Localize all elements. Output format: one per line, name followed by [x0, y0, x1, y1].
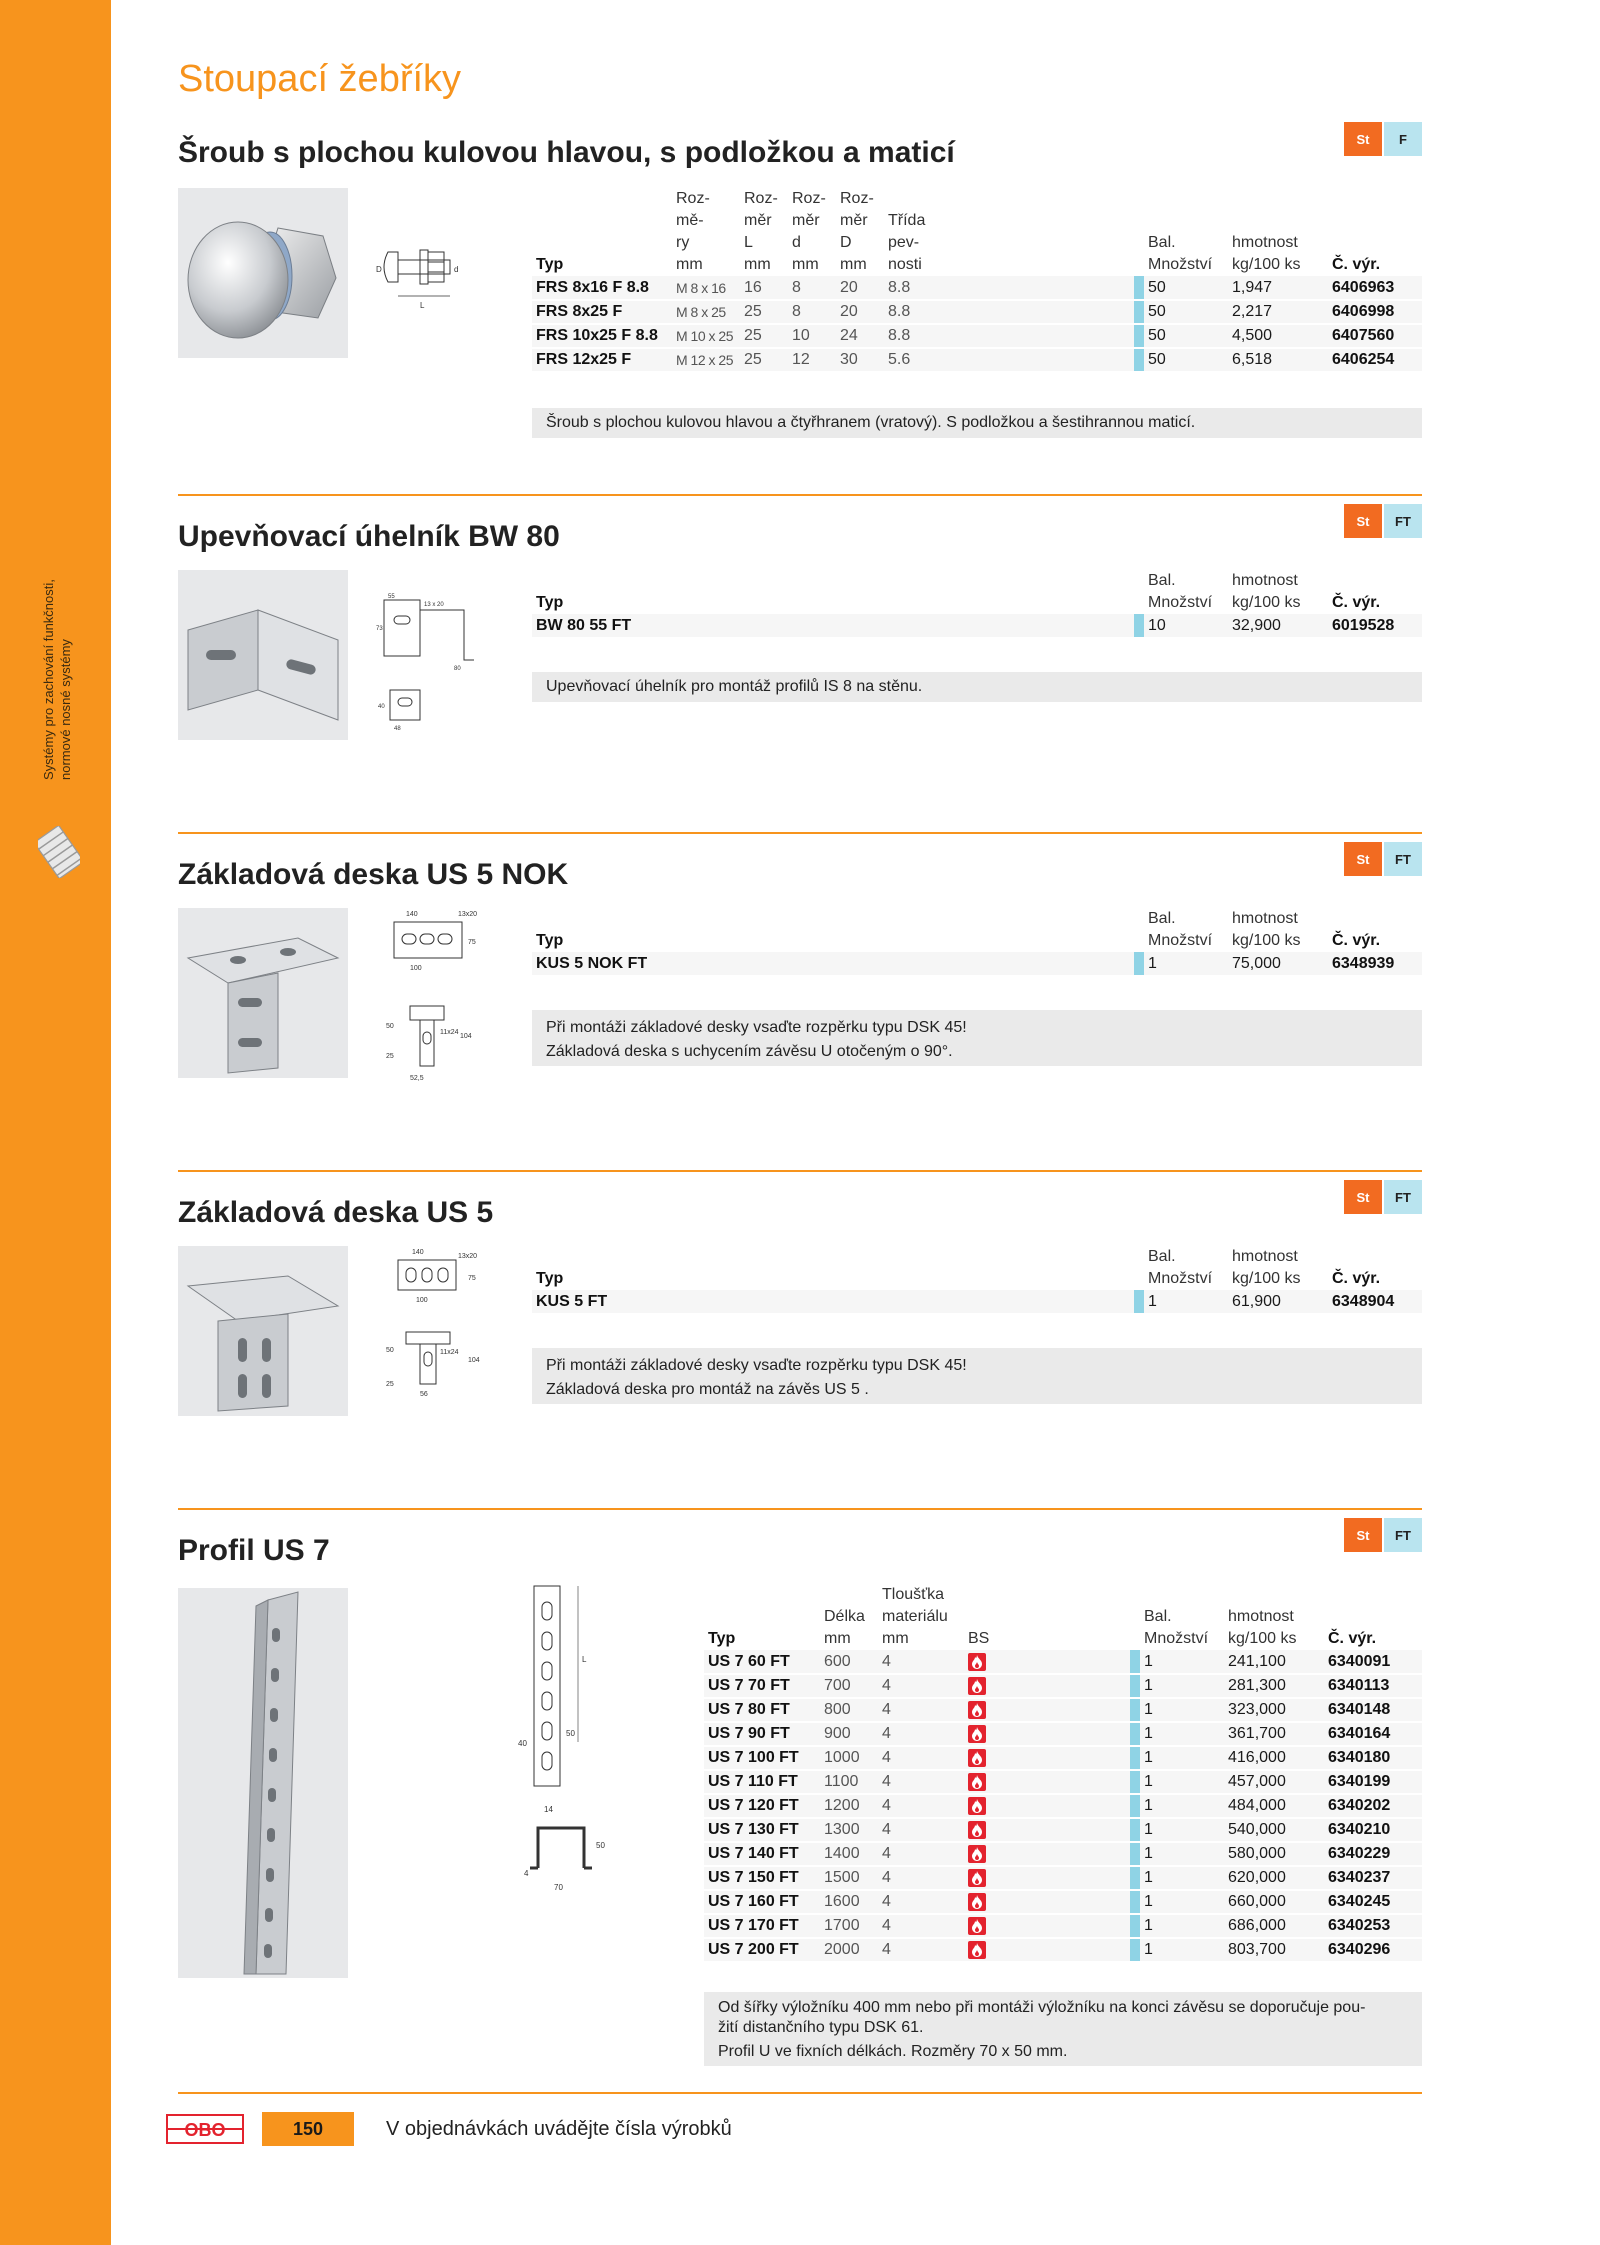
svg-text:25: 25 — [386, 1053, 394, 1060]
fire-resistance-icon — [968, 1749, 986, 1767]
col-bal: Bal. Množství — [1148, 910, 1213, 949]
product-table — [532, 570, 1422, 639]
badge-finish: FT — [1384, 842, 1422, 876]
table-row: BW 80 55 FT 10 32,900 6019528 — [532, 614, 1422, 638]
col-bal: Bal. Množství — [1144, 1608, 1209, 1647]
svg-text:40: 40 — [518, 1739, 527, 1748]
material-badges — [1344, 504, 1422, 538]
svg-text:L: L — [582, 1655, 587, 1664]
badge-steel: St — [1344, 504, 1382, 538]
section-title: Základová deska US 5 NOK — [178, 858, 569, 891]
page-title: Stoupací žebříky — [178, 58, 462, 100]
section-kus5 — [178, 1170, 1422, 1440]
product-photo-profile — [178, 1588, 348, 1978]
col-l: Roz- měr L mm — [744, 190, 778, 273]
section-title: Šroub s plochou kulovou hlavou, s podložkou a maticí — [178, 136, 955, 169]
svg-text:25: 25 — [386, 1381, 394, 1388]
svg-text:L: L — [420, 301, 425, 310]
material-badges — [1344, 122, 1422, 156]
table-row: US 7 120 FT 1200 4 1 484,000 6340202 — [704, 1794, 1422, 1818]
product-table — [532, 1246, 1422, 1315]
note-line-2: Profil U ve fixních délkách. Rozměry 70 x 50 mm. — [718, 2043, 1068, 2060]
svg-text:55: 55 — [388, 594, 395, 600]
col-hmotnost: hmotnost kg/100 ks — [1232, 234, 1301, 273]
svg-text:11x24: 11x24 — [440, 1029, 459, 1036]
product-table — [532, 188, 1422, 373]
fire-resistance-icon — [968, 1941, 986, 1959]
badge-steel: St — [1344, 842, 1382, 876]
section-divider — [178, 494, 1422, 496]
svg-text:50: 50 — [386, 1347, 394, 1354]
col-bal: Bal. Množství — [1148, 234, 1213, 273]
fire-resistance-icon — [968, 1773, 986, 1791]
product-table — [704, 1584, 1422, 1963]
svg-text:75: 75 — [468, 1275, 476, 1282]
product-note — [532, 1010, 1422, 1066]
section-bw80 — [178, 494, 1422, 764]
badge-finish: FT — [1384, 504, 1422, 538]
svg-text:13x20: 13x20 — [458, 911, 478, 918]
table-row: KUS 5 FT 1 61,900 6348904 — [532, 1290, 1422, 1314]
svg-text:13 x 20: 13 x 20 — [424, 602, 444, 608]
section-title: Profil US 7 — [178, 1534, 330, 1567]
badge-steel: St — [1344, 1518, 1382, 1552]
svg-text:75: 75 — [468, 939, 476, 946]
svg-text:48: 48 — [394, 726, 401, 732]
col-typ: Typ — [708, 1630, 736, 1647]
sidebar — [0, 0, 111, 2245]
material-badges — [1344, 1518, 1422, 1552]
svg-text:d: d — [454, 265, 459, 274]
col-typ: Typ — [536, 594, 564, 611]
col-cvyr: Č. výr. — [1328, 1630, 1377, 1647]
cable-ladder-icon — [38, 826, 80, 878]
badge-finish: FT — [1384, 1518, 1422, 1552]
fire-resistance-icon — [968, 1869, 986, 1887]
svg-text:13x20: 13x20 — [458, 1253, 478, 1260]
note-line-1: Při montáži základové desky vsaďte rozpěrku typu DSK 45! — [546, 1019, 967, 1036]
table-row: FRS 8x16 F 8.8 M 8 x 16 16 8 20 8.8 50 1,947 6406963 — [532, 276, 1422, 300]
table-row: KUS 5 NOK FT 1 75,000 6348939 — [532, 952, 1422, 976]
bolt-image — [178, 188, 348, 358]
svg-text:140: 140 — [412, 1249, 424, 1256]
col-bs: BS — [968, 1630, 990, 1647]
product-note — [704, 1992, 1422, 2066]
note-line-1b: žití distančního typu DSK 61. — [718, 2019, 924, 2036]
fire-resistance-icon — [968, 1797, 986, 1815]
table-row: US 7 70 FT 700 4 1 281,300 6340113 — [704, 1674, 1422, 1698]
product-photo-base-plate — [178, 908, 348, 1078]
profile-section-drawing — [518, 1818, 618, 1918]
col-d: Roz- měr d mm — [792, 190, 826, 273]
fire-resistance-icon — [968, 1677, 986, 1695]
svg-text:70: 70 — [554, 1883, 563, 1892]
bracket-image — [178, 570, 348, 740]
svg-text:80: 80 — [454, 666, 461, 672]
obo-logo — [166, 2114, 244, 2144]
fire-resistance-icon — [968, 1893, 986, 1911]
footer-divider — [178, 2092, 1422, 2094]
table-row: US 7 160 FT 1600 4 1 660,000 6340245 — [704, 1890, 1422, 1914]
col-hmotnost: hmotnost kg/100 ks — [1232, 910, 1301, 949]
section-divider — [178, 1508, 1422, 1510]
col-hmotnost: hmotnost kg/100 ks — [1228, 1608, 1297, 1647]
product-note: Šroub s plochou kulovou hlavou a čtyřhranem (vratový). S podložkou a šestihrannou maticí. — [532, 408, 1422, 438]
table-row: US 7 110 FT 1100 4 1 457,000 6340199 — [704, 1770, 1422, 1794]
product-photo-bolt — [178, 188, 348, 358]
table-row: US 7 200 FT 2000 4 1 803,700 6340296 — [704, 1938, 1422, 1962]
fire-resistance-icon — [968, 1725, 986, 1743]
table-row: US 7 100 FT 1000 4 1 416,000 6340180 — [704, 1746, 1422, 1770]
svg-text:73: 73 — [376, 626, 383, 632]
product-note — [532, 1348, 1422, 1404]
fire-resistance-icon — [968, 1653, 986, 1671]
col-bal: Bal. Množství — [1148, 1248, 1213, 1287]
material-badges — [1344, 842, 1422, 876]
badge-finish: FT — [1384, 1180, 1422, 1214]
svg-text:14: 14 — [544, 1805, 553, 1814]
col-hmotnost: hmotnost kg/100 ks — [1232, 1248, 1301, 1287]
note-line-2: Základová deska pro montáž na závěs US 5 . — [546, 1381, 869, 1398]
svg-text:4: 4 — [524, 1869, 529, 1878]
footer-note: V objednávkách uvádějte čísla výrobků — [386, 2118, 732, 2140]
sidebar-text — [40, 400, 74, 780]
table-row: US 7 140 FT 1400 4 1 580,000 6340229 — [704, 1842, 1422, 1866]
svg-text:100: 100 — [410, 965, 422, 972]
section-title: Základová deska US 5 — [178, 1196, 494, 1229]
section-frs — [178, 122, 1422, 452]
base-plate-image — [178, 908, 348, 1078]
col-rozmery: Roz- mě- ry mm — [676, 190, 710, 273]
profile-image — [178, 1588, 348, 1978]
section-us7 — [178, 1508, 1422, 2078]
col-typ: Typ — [536, 256, 564, 273]
product-photo-bracket — [178, 570, 348, 740]
section-divider — [178, 832, 1422, 834]
fire-resistance-icon — [968, 1845, 986, 1863]
col-tloustka: Tloušťka materiálu mm — [882, 1586, 948, 1647]
col-cvyr: Č. výr. — [1332, 932, 1381, 949]
table-row: FRS 10x25 F 8.8 M 10 x 25 25 10 24 8.8 50 4,500 6407560 — [532, 324, 1422, 348]
col-cvyr: Č. výr. — [1332, 256, 1381, 273]
section-title: Upevňovací úhelník BW 80 — [178, 520, 560, 553]
table-row: FRS 8x25 F M 8 x 25 25 8 20 8.8 50 2,217 6406998 — [532, 300, 1422, 324]
col-typ: Typ — [536, 932, 564, 949]
table-row: US 7 170 FT 1700 4 1 686,000 6340253 — [704, 1914, 1422, 1938]
sidebar-line-1: Systémy pro zachování funkčnosti, — [41, 579, 56, 780]
base-plate-image — [178, 1246, 348, 1416]
svg-text:56: 56 — [420, 1391, 428, 1398]
table-row: US 7 150 FT 1500 4 1 620,000 6340237 — [704, 1866, 1422, 1890]
col-trida: Třída pev- nosti — [888, 212, 926, 273]
svg-text:40: 40 — [378, 704, 385, 710]
table-row: US 7 80 FT 800 4 1 323,000 6340148 — [704, 1698, 1422, 1722]
svg-text:52,5: 52,5 — [410, 1075, 424, 1082]
svg-text:104: 104 — [468, 1357, 480, 1364]
note-line-1: Od šířky výložníku 400 mm nebo při montáži výložníku na konci závěsu se doporučuje pou- — [718, 1999, 1366, 2016]
base-plate-drawing — [386, 1246, 506, 1426]
svg-text:50: 50 — [566, 1729, 575, 1738]
page-number: 150 — [262, 2112, 354, 2146]
badge-steel: St — [1344, 122, 1382, 156]
col-cvyr: Č. výr. — [1332, 594, 1381, 611]
col-hmotnost: hmotnost kg/100 ks — [1232, 572, 1301, 611]
table-row: US 7 60 FT 600 4 1 241,100 6340091 — [704, 1650, 1422, 1674]
table-row: US 7 130 FT 1300 4 1 540,000 6340210 — [704, 1818, 1422, 1842]
material-badges — [1344, 1180, 1422, 1214]
col-delka: Délka mm — [824, 1608, 865, 1647]
section-kus5-nok — [178, 832, 1422, 1102]
svg-text:104: 104 — [460, 1033, 472, 1040]
svg-text:11x24: 11x24 — [440, 1349, 459, 1356]
table-row: FRS 12x25 F M 12 x 25 25 12 30 5.6 50 6,518 6406254 — [532, 348, 1422, 372]
bolt-drawing — [376, 232, 486, 322]
badge-steel: St — [1344, 1180, 1382, 1214]
svg-text:50: 50 — [596, 1841, 605, 1850]
svg-text:140: 140 — [406, 911, 418, 918]
product-note: Upevňovací úhelník pro montáž profilů IS 8 na stěnu. — [532, 672, 1422, 702]
note-line-2: Základová deska s uchycením závěsu U otočeným o 90°. — [546, 1043, 953, 1060]
svg-text:100: 100 — [416, 1297, 428, 1304]
product-table — [532, 908, 1422, 977]
svg-text:OBO: OBO — [184, 2120, 226, 2140]
col-typ: Typ — [536, 1270, 564, 1287]
section-divider — [178, 1170, 1422, 1172]
badge-finish: F — [1384, 122, 1422, 156]
fire-resistance-icon — [968, 1917, 986, 1935]
table-row: US 7 90 FT 900 4 1 361,700 6340164 — [704, 1722, 1422, 1746]
fire-resistance-icon — [968, 1701, 986, 1719]
col-bal: Bal. Množství — [1148, 572, 1213, 611]
base-plate-drawing — [386, 908, 506, 1088]
bracket-drawing — [374, 590, 494, 740]
col-dd: Roz- měr D mm — [840, 190, 874, 273]
note-line-1: Při montáži základové desky vsaďte rozpěrku typu DSK 45! — [546, 1357, 967, 1374]
col-cvyr: Č. výr. — [1332, 1270, 1381, 1287]
product-photo-base-plate — [178, 1246, 348, 1416]
svg-text:D: D — [376, 265, 382, 274]
fire-resistance-icon — [968, 1821, 986, 1839]
svg-text:50: 50 — [386, 1023, 394, 1030]
sidebar-line-2: normové nosné systémy — [58, 639, 73, 780]
